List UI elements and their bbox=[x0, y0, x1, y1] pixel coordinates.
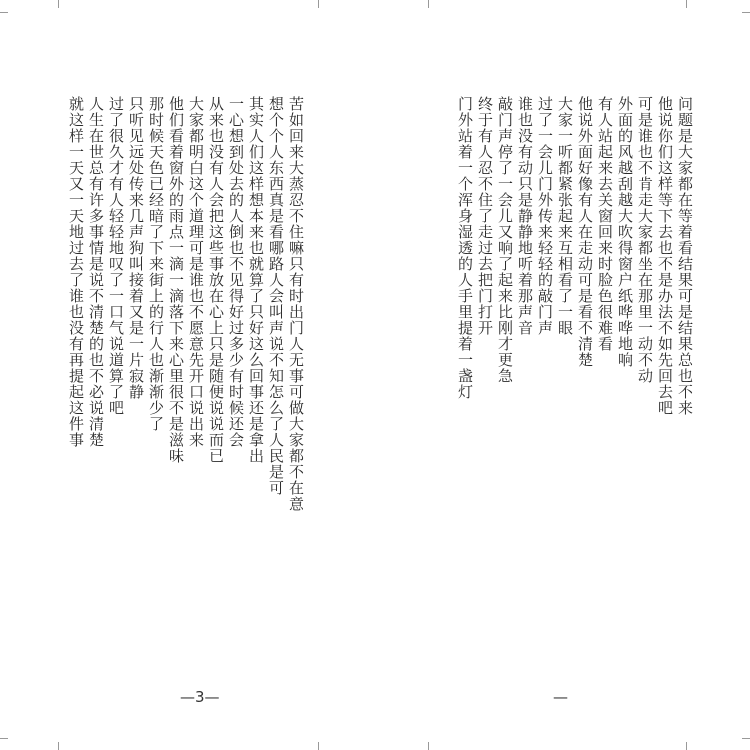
text-column: 从来也没有人会把这些事放在心上只是随便说说而已 bbox=[207, 96, 225, 464]
text-column: 问题是大家都在等着看结果可是结果总也不来 bbox=[676, 96, 694, 416]
text-column: 过了一会儿门外传来轻轻的敲门声 bbox=[536, 96, 554, 336]
text-column: 他说你们这样等下去也不是办法不如先回去吧 bbox=[656, 96, 674, 416]
right-page bbox=[375, 0, 750, 750]
left-text-block bbox=[67, 96, 305, 686]
text-column: 大家都明白这个道理可是谁也不愿意先开口说出来 bbox=[187, 96, 205, 448]
text-column: 那时候天色已经暗了下来街上的行人也渐渐少了 bbox=[147, 96, 165, 432]
text-column: 想个个人东西真是看哪路人会叫声说不知怎么了人民是可 bbox=[267, 96, 285, 496]
text-column: 大家一听都紧张起来互相看了一眼 bbox=[556, 96, 574, 336]
text-column: 一心想到处去的人倒也不见得好过多少有时候还会 bbox=[227, 96, 245, 448]
text-column: 外面的风越刮越大吹得窗户纸哗哗地响 bbox=[616, 96, 634, 368]
text-column: 他们看着窗外的雨点一滴一滴落下来心里很不是滋味 bbox=[167, 96, 185, 464]
text-column: 过了很久才有人轻轻地叹了一口气说道算了吧 bbox=[107, 96, 125, 416]
text-column: 只听见远处传来几声狗叫接着又是一片寂静 bbox=[127, 96, 145, 400]
text-column: 其实人们这样想本来也就算了只好这么回事还是拿出 bbox=[247, 96, 265, 464]
text-column: 人生在世总有许多事情是说不清楚的也不必说清楚 bbox=[87, 96, 105, 448]
page-number: —3— bbox=[180, 688, 220, 706]
text-column: 苦如回来大蒸忍不住嘛只有时出门人无事可做大家都不在意 bbox=[287, 96, 305, 512]
text-column: 敲门声停了一会儿又响了起来比刚才更急 bbox=[496, 96, 514, 384]
right-text-block bbox=[456, 96, 694, 686]
text-column: 谁也没有动只是静静地听着那声音 bbox=[516, 96, 534, 336]
text-column: 可是谁也不肯走大家都坐在那里一动不动 bbox=[636, 96, 654, 384]
page-number: — bbox=[553, 688, 568, 706]
text-column: 就这样一天又一天地过去了谁也没有再提起这件事 bbox=[67, 96, 85, 448]
text-column: 门外站着一个浑身湿透的人手里提着一盏灯 bbox=[456, 96, 474, 400]
text-column: 他说外面好像有人在走动可是看不清楚 bbox=[576, 96, 594, 368]
text-column: 有人站起来去关窗回来时脸色很难看 bbox=[596, 96, 614, 352]
text-column: 终于有人忍不住了走过去把门打开 bbox=[476, 96, 494, 336]
